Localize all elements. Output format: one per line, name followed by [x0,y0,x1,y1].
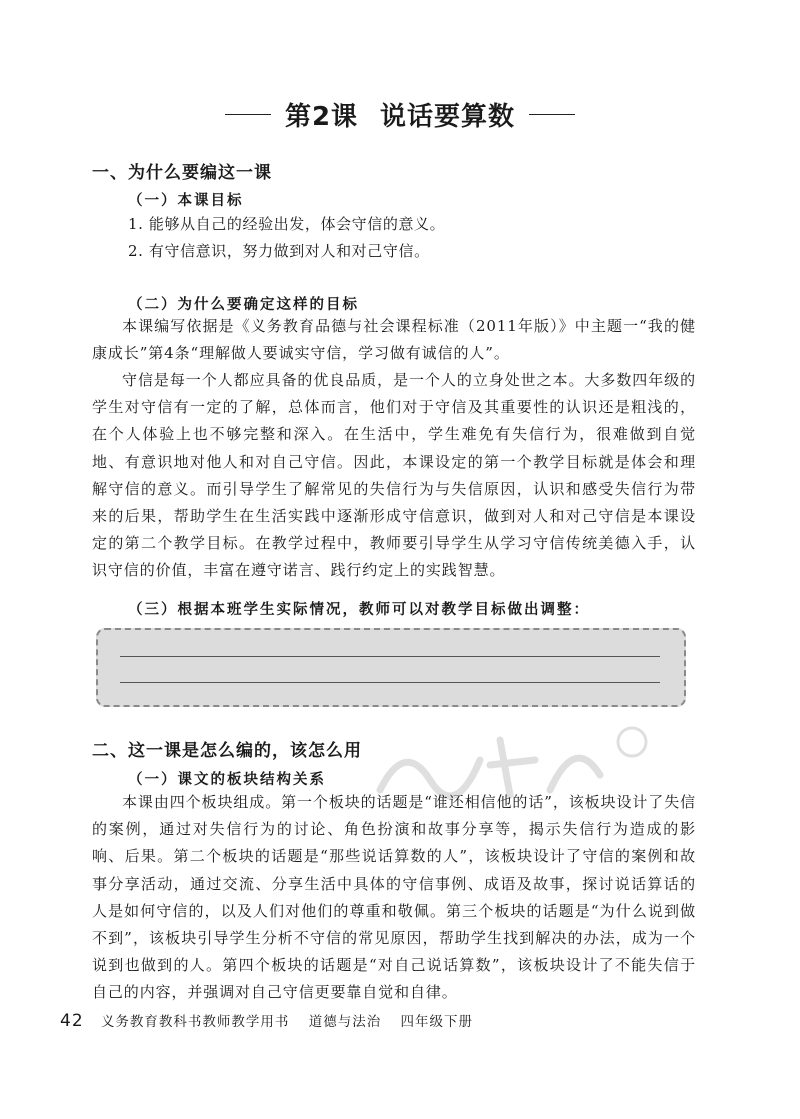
title-dash-left [225,114,271,115]
writing-line[interactable] [120,682,660,683]
writing-line[interactable] [120,656,660,657]
book-subject: 道德与法治 [308,1014,382,1030]
title-dash-right [529,114,575,115]
book-grade: 四年级下册 [400,1014,474,1030]
section2-sub1-heading: （一）课文的板块结构关系 [128,772,326,788]
section1-heading: 一、为什么要编这一课 [92,163,272,183]
rationale-paragraph-2: 守信是每一个人都应具备的优良品质，是一个人的立身处世之本。大多数四年级的学生对守信有一定的了解，总体而言，他们对于守信及其重要性的认识还是粗浅的，在个人体验上也不够完整和深入。在生活中，学生难免有失信行为，很难做到自觉地、有意识地对他人和对自己守信。因此，本课设定的第一个教学目标就是体会和理解守信的意义。而引导学生了解常见的失信行为与失信原因，认识和感受失信行为带来的后果，帮助学生在生活实践中逐渐形成守信意识，做到对人和对己守信是本课设定的第二个教学目标。在教学过程中，教师要引导学生从学习守信传统美德入手，认识守信的价值，丰富在遵守诺言、践行约定上的实践智慧。 [92,371,696,580]
lesson-title: 说话要算数 [380,102,516,132]
page-number: 42 [60,1011,84,1031]
objective-item-1: 1. 能够从自己的经验出发，体会守信的意义。 [128,215,446,233]
page-title [0,96,800,133]
book-series: 义务教育教科书教师教学用书 [100,1014,290,1030]
section1-sub1-heading: （一）本课目标 [128,193,244,209]
structure-paragraph: 本课由四个板块组成。第一个板块的话题是“谁还相信他的话”，该板块设计了失信的案例，通过对失信行为的讨论、角色扮演和故事分享等，揭示失信行为造成的影响、后果。第二个板块的话题是“那些说话算数的人”，该板块设计了守信的案例和故事分享活动，通过交流、分享生活中具体的守信事例、成语及故事，探讨说话算话的人是如何守信的，以及人们对他们的尊重和敬佩。第三个板块的话题是“为什么说到做不到”，该板块引导学生分析不守信的常见原因，帮助学生找到解决的办法，成为一个说到也做到的人。第四个板块的话题是“对自己说话算数”，该板块设计了不能失信于自己的内容，并强调对自己守信更要靠自觉和自律。 [92,793,696,1002]
rationale-paragraph-1: 本课编写依据是《义务教育品德与社会课程标准（2011年版）》中主题一“我的健康成长”第4条“理解做人要诚实守信，学习做有诚信的人”。 [92,317,696,363]
objective-adjustment-box[interactable] [96,628,686,707]
section2-heading: 二、这一课是怎么编的，该怎么用 [92,741,362,761]
page-footer [60,1010,473,1031]
section1-sub3-heading: （三）根据本班学生实际情况，教师可以对教学目标做出调整： [128,602,590,618]
section1-sub2-heading: （二）为什么要确定这样的目标 [128,297,359,313]
lesson-number: 第2课 [284,102,359,132]
objective-item-2: 2. 有守信意识，努力做到对人和对己守信。 [128,242,430,260]
